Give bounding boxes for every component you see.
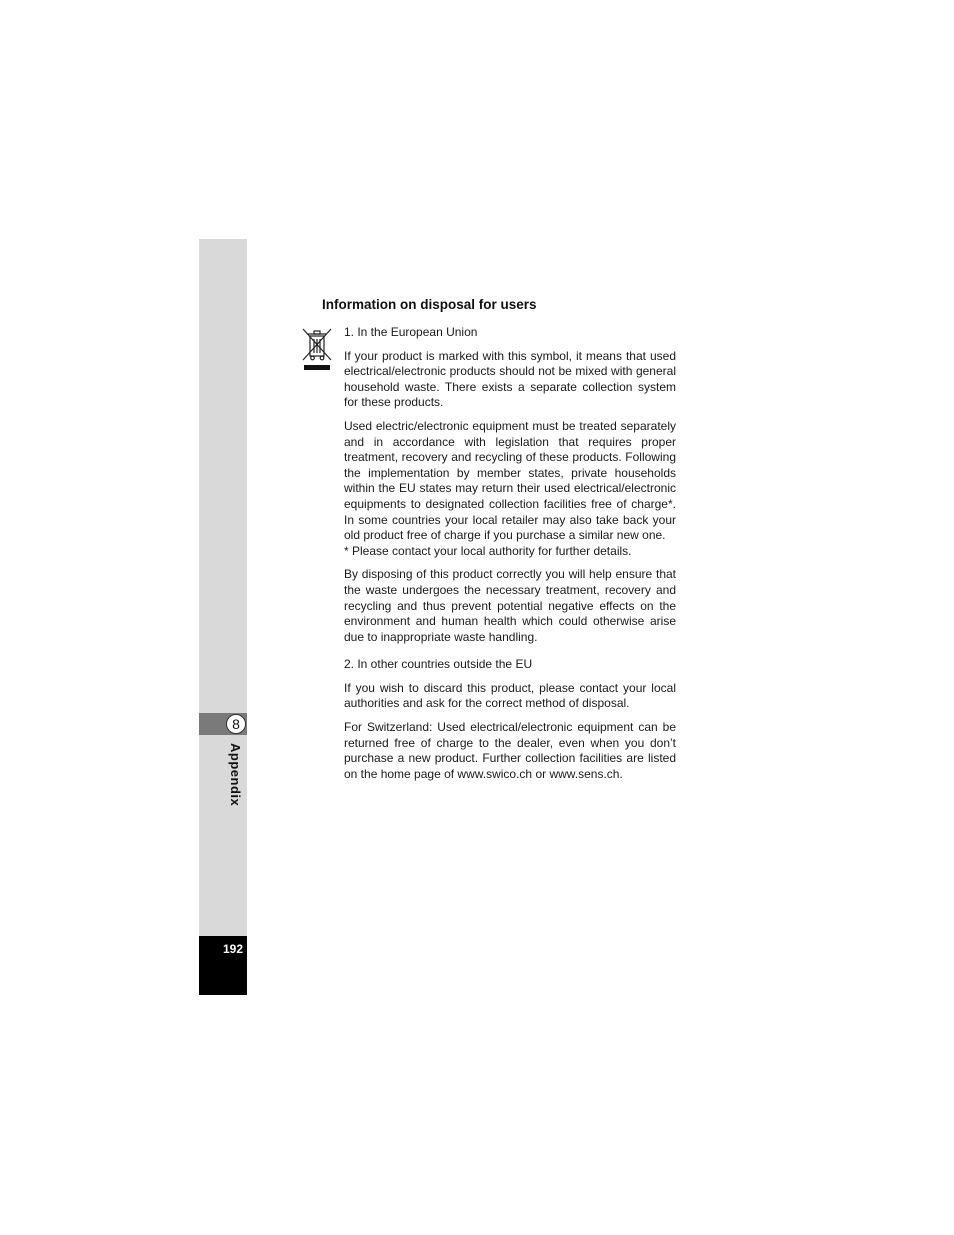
chapter-label: Appendix: [228, 743, 243, 807]
page-number: 192: [222, 942, 243, 956]
section-title: Information on disposal for users: [322, 297, 537, 312]
other-heading: 2. In other countries outside the EU: [344, 657, 533, 672]
chapter-number: 8: [226, 714, 246, 734]
eu-paragraph-2: Used electric/electronic equipment must be treated separately and in accordance with legislation that requires proper treatment, recovery and recycling of these products. Following the implementation by member states, private households within the EU states may return their used electrical/electronic equipments to designated collection facilities free of charge*. In some countries your local retailer may also take back your old product free of charge if you purchase a similar new one.: [344, 418, 676, 543]
side-strip: [199, 239, 247, 936]
eu-footnote: * Please contact your local authority for further details.: [344, 543, 632, 558]
other-paragraph-1: If you wish to discard this product, please contact your local authorities and ask for the correct method of disposal.: [344, 680, 676, 711]
crossed-out-wheelie-bin-icon: [301, 327, 333, 373]
eu-heading: 1. In the European Union: [344, 325, 478, 339]
other-paragraph-2: For Switzerland: Used electrical/electronic equipment can be returned free of charge to the dealer, even when you don’t purchase a new product. Further collection facilities are listed on the home page of www.swico.ch or www.sens.ch.: [344, 720, 676, 781]
eu-paragraph-3: By disposing of this product correctly you will help ensure that the waste undergoes the necessary treatment, recovery and recycling and thus prevent potential negative effects on the environment and human health which could otherwise arise due to inappropriate waste handling.: [344, 567, 676, 644]
disposal-content: [344, 325, 676, 790]
eu-paragraph-1: If your product is marked with this symbol, it means that used electrical/electronic products should not be mixed with general household waste. There exists a separate collection system for these products.: [344, 348, 676, 410]
